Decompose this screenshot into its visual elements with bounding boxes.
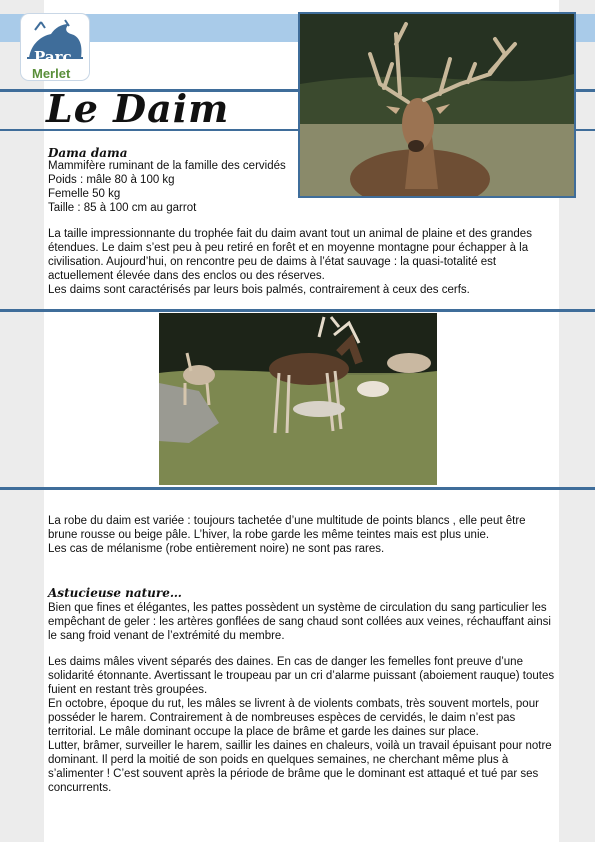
logo-text-merlet: Merlet: [32, 66, 71, 81]
facts-list: [48, 159, 286, 215]
deer-portrait-photo: [298, 12, 576, 198]
fact-female-weight: Femelle 50 kg: [48, 188, 121, 200]
fact-family: Mammifère ruminant de la famille des cervidés: [48, 160, 286, 172]
logo-text-parc: Parc: [34, 48, 72, 66]
intro-text: [48, 227, 558, 297]
behaviour-rut: En octobre, époque du rut, les mâles se livrent à de violents combats, très souvent mortels, pour posséder le harem. Contrairement à de nombreuses espèces de cervidés, le daim n’est pas territorial. Le mâle dominant occupe la place de brâme et garde les daines sur place.: [48, 698, 539, 738]
nature-text: [48, 601, 558, 643]
robe-text: [48, 514, 558, 556]
herd-photo: [159, 313, 437, 485]
fact-male-weight: Poids : mâle 80 à 100 kg: [48, 174, 175, 186]
behaviour-dominant: Lutter, brâmer, surveiller le harem, saillir les daines en chaleurs, voilà un travail épuisant pour notre dominant. Il perd la moitié de son poids en quelques semaines, ne cherchant même plus à s’alimenter ! C’est souvent après la période de brâme que le dominant est attaqué et tué par ses concurrents.: [48, 740, 552, 794]
behaviour-herd: Les daims mâles vivent séparés des daines. En cas de danger les femelles font preuve d’une solidarité étonnante. Avertissant le troupeau par un cri d’alarme puissant (aboiement rauque) toutes fuient en restant très groupées.: [48, 656, 555, 696]
intro-antlers: Les daims sont caractérisés par leurs bois palmés, contrairement à ceux des cerfs.: [48, 284, 470, 296]
robe-paragraph: La robe du daim est variée : toujours tachetée d’une multitude de points blancs , elle peut être brune rousse ou beige pâle. L’hiver, la robe garde les même teintes mais est plus unie.: [48, 515, 526, 541]
intro-paragraph: La taille impressionnante du trophée fait du daim avant tout un animal de plaine et des grandes étendues. Le daim s’est peu à peu retiré en forêt et en moyenne montagne pour échapper à la civilisation. Aujourd’hui, on rencontre peu de daims à l’état sauvage : la quasi-totalité est actuellement élevée dans des enclos ou des réserves.: [48, 228, 532, 282]
fact-height: Taille : 85 à 100 cm au garrot: [48, 202, 197, 214]
divider-section-2: [0, 487, 595, 490]
behaviour-text: [48, 655, 558, 795]
scientific-name: Dama dama: [48, 146, 128, 160]
robe-melanism: Les cas de mélanisme (robe entièrement noire) ne sont pas rares.: [48, 543, 385, 555]
nature-paragraph: Bien que fines et élégantes, les pattes possèdent un système de circulation du sang particulier les empêchant de geler : les artères gonflées de sang chaud sont collées aux veines, réchauffant ainsi le sang froid venant de l’extrémité du membre.: [48, 602, 551, 642]
page-title: Le Daim: [46, 86, 230, 131]
section-heading: Astucieuse nature…: [48, 586, 182, 600]
divider-section-1: [0, 309, 595, 312]
